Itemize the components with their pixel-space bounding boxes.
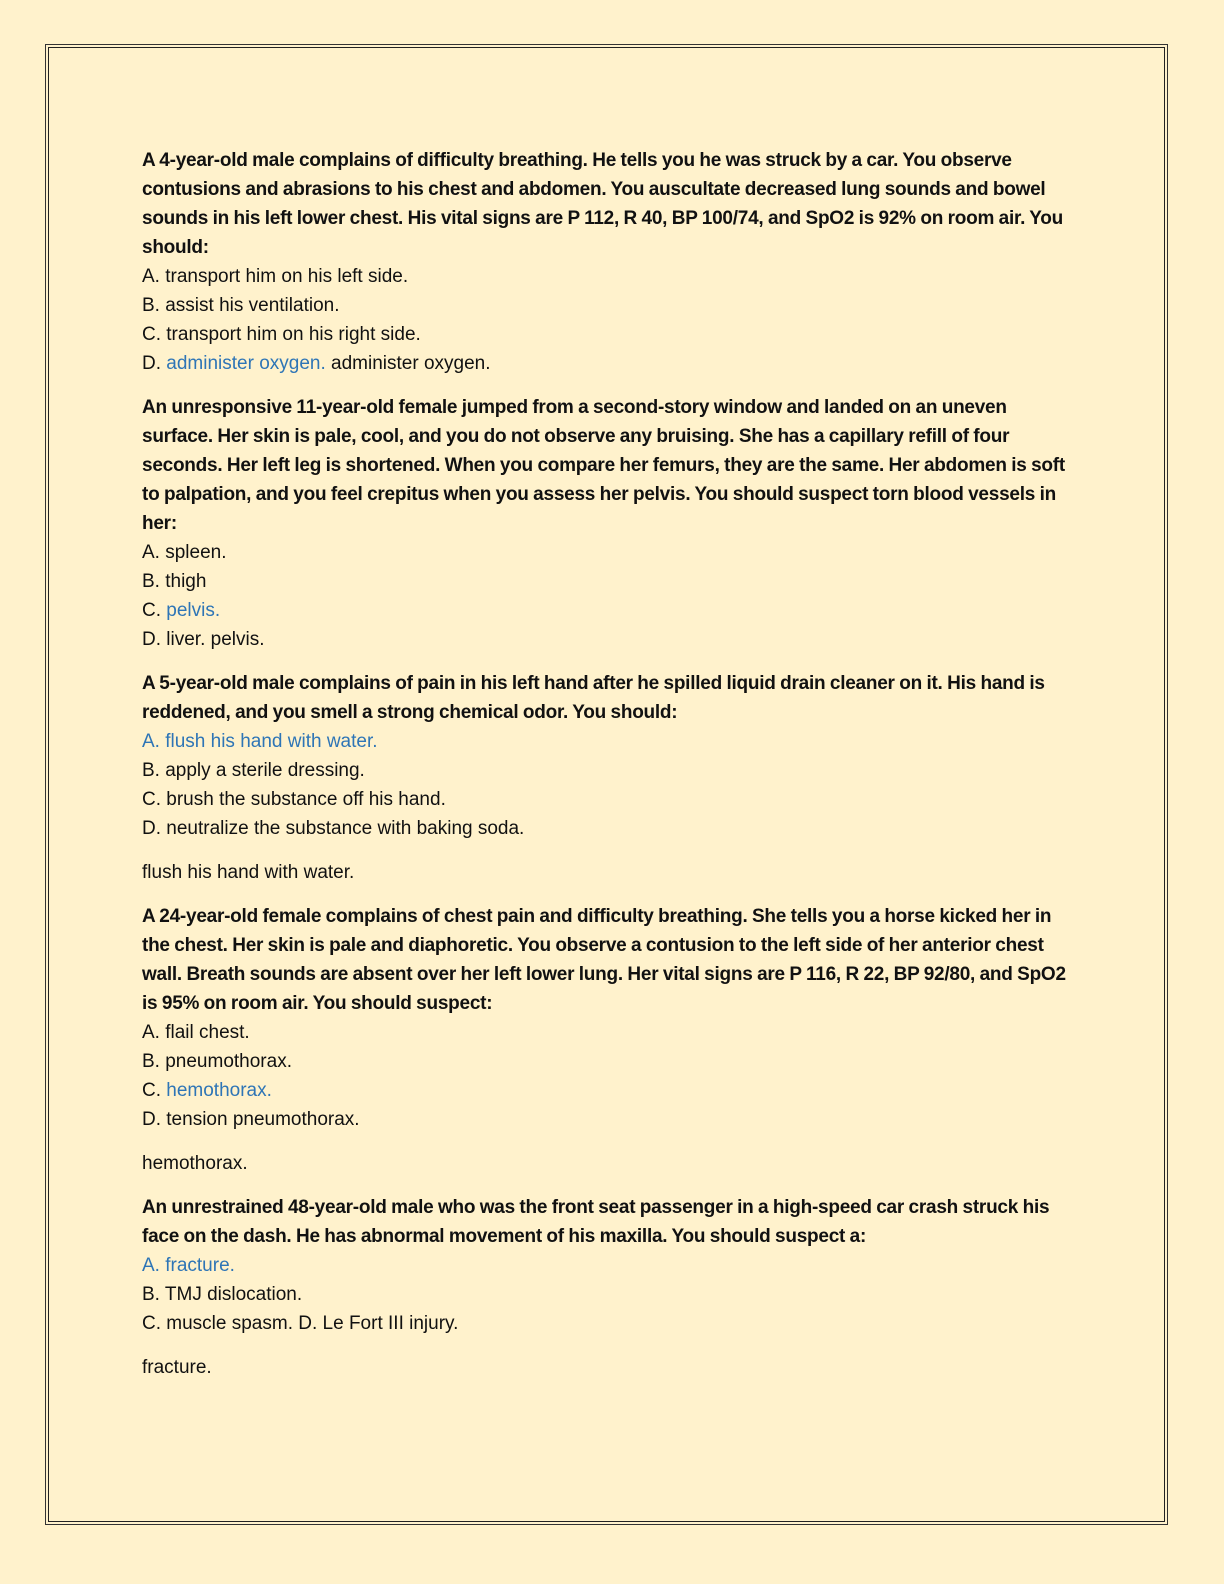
question-stem: A 5-year-old male complains of pain in his left hand after he spilled liquid drain cleaner on it. His hand is reddened, and you smell a strong chemical odor. You should: xyxy=(142,673,1045,723)
option-a: A. spleen. xyxy=(142,542,227,563)
answer-text: flush his hand with water. xyxy=(142,862,355,883)
answer-link[interactable]: A. fracture. xyxy=(142,1255,235,1276)
option-b: B. assist his ventilation. xyxy=(142,295,340,316)
answer-text: hemothorax. xyxy=(142,1153,248,1174)
question-5 xyxy=(142,1193,1077,1338)
option-b: B. TMJ dislocation. xyxy=(142,1284,303,1305)
option-c xyxy=(142,1076,1077,1105)
option-prefix: C. xyxy=(142,1080,167,1101)
question-3 xyxy=(142,669,1077,843)
answer-link[interactable]: hemothorax. xyxy=(166,1080,272,1101)
option-prefix: C. xyxy=(142,600,167,621)
option-a: A. flail chest. xyxy=(142,1022,250,1043)
answer-text: administer oxygen. xyxy=(325,353,491,374)
option-c: C. brush the substance off his hand. xyxy=(142,789,446,810)
option-d: D. tension pneumothorax. xyxy=(142,1109,360,1130)
question-4 xyxy=(142,902,1077,1134)
answer-link[interactable]: pelvis. xyxy=(166,600,221,621)
document-body xyxy=(142,146,1077,1397)
answer-link[interactable]: A. flush his hand with water. xyxy=(142,731,378,752)
question-stem: An unresponsive 11-year-old female jumped from a second-story window and landed on an uneven surface. Her skin is pale, cool, and you do not observe any bruising. She has a capillary refill of four seconds. Her left leg is shortened. When you compare her femurs, they are the same. Her abdomen is soft to palpation, and you feel crepitus when you assess her pelvis. You should suspect torn blood vessels in her: xyxy=(142,397,1065,534)
option-b: B. thigh xyxy=(142,571,207,592)
option-prefix: D. xyxy=(142,353,167,374)
option-d xyxy=(142,349,1077,378)
option-b: B. apply a sterile dressing. xyxy=(142,760,365,781)
option-c-d: C. muscle spasm. D. Le Fort III injury. xyxy=(142,1313,459,1334)
option-b: B. pneumothorax. xyxy=(142,1051,292,1072)
question-stem: A 24-year-old female complains of chest pain and difficulty breathing. She tells you a horse kicked her in the chest. Her skin is pale and diaphoretic. You observe a contusion to the left side of her anterior chest wall. Breath sounds are absent over her left lower lung. Her vital signs are P 116, R 22, BP 92/80, and SpO2 is 95% on room air. You should suspect: xyxy=(142,906,1066,1014)
question-stem: An unrestrained 48-year-old male who was the front seat passenger in a high-speed car crash struck his face on the dash. He has abnormal movement of his maxilla. You should suspect a: xyxy=(142,1197,1050,1247)
option-d: D. neutralize the substance with baking soda. xyxy=(142,818,525,839)
option-c xyxy=(142,596,1077,625)
option-d: D. liver. pelvis. xyxy=(142,629,265,650)
answer-text: fracture. xyxy=(142,1357,212,1378)
answer-link[interactable]: administer oxygen. xyxy=(166,353,326,374)
option-c: C. transport him on his right side. xyxy=(142,324,421,345)
question-1 xyxy=(142,146,1077,378)
option-a: A. transport him on his left side. xyxy=(142,266,409,287)
question-2 xyxy=(142,393,1077,654)
question-stem: A 4-year-old male complains of difficulty breathing. He tells you he was struck by a car. You observe contusions and abrasions to his chest and abdomen. You auscultate decreased lung sounds and bowel sounds in his left lower chest. His vital signs are P 112, R 40, BP 100/74, and SpO2 is 92% on room air. You should: xyxy=(142,150,1064,258)
